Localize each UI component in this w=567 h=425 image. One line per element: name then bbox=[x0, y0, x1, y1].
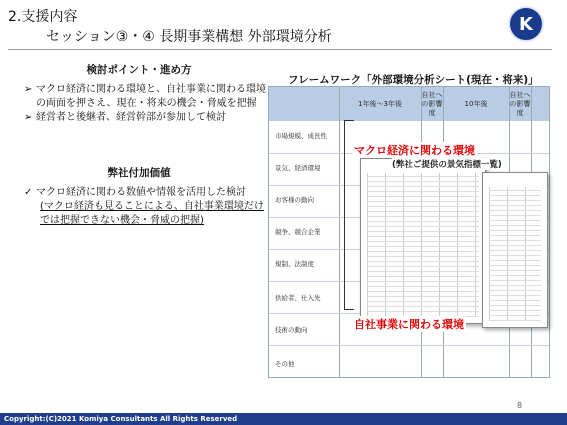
check-bullet-icon: ✓ bbox=[24, 187, 33, 198]
row-label: 景気、経済環境 bbox=[275, 164, 321, 172]
row-label: 競争、競合企業 bbox=[275, 228, 321, 236]
point-item bbox=[24, 111, 270, 125]
column-divider bbox=[339, 87, 340, 377]
row-label: 供給者、仕入先 bbox=[275, 294, 321, 302]
macro-label: マクロ経済に関わる環境 bbox=[354, 144, 475, 157]
own-business-label: 自社事業に関わる環境 bbox=[354, 318, 464, 331]
footer-bar bbox=[0, 413, 567, 425]
slide-title: セッション③・④ 長期事業構想 外部環境分析 bbox=[46, 29, 332, 45]
column-header: 1年後～3年後 bbox=[358, 99, 402, 108]
left-column bbox=[8, 62, 270, 228]
page-number: 8 bbox=[517, 401, 523, 410]
points-heading: 検討ポイント・進め方 bbox=[86, 64, 192, 76]
row-label: 技術の動向 bbox=[275, 326, 308, 334]
column-header: 自社への影響度 bbox=[421, 90, 443, 117]
column-header: 10年後 bbox=[464, 99, 488, 108]
row-label: お客様の動向 bbox=[275, 196, 314, 204]
row-label: 市場規模、成長性 bbox=[275, 132, 327, 140]
title-divider bbox=[8, 49, 552, 50]
section-title: 2.支援内容 bbox=[8, 9, 78, 25]
value-text: マクロ経済に関わる数値や情報を活用した検討 bbox=[36, 187, 246, 198]
column-header: 自社への影響度 bbox=[509, 90, 531, 117]
value-item bbox=[24, 186, 270, 200]
point-text: マクロ経済に関わる環境と、自社事業に関わる環境の両面を押さえ、現在・将来の機会・脅威を把握 bbox=[36, 84, 266, 109]
row-label: その他 bbox=[275, 360, 295, 368]
macro-sublabel: (弊社ご提供の景気指標一覧) bbox=[392, 160, 502, 170]
value-note: (マクロ経済も見ることによる、自社事業環境だけでは把握できない機会・脅威の把握) bbox=[40, 201, 264, 226]
value-heading: 弊社付加価値 bbox=[107, 167, 171, 179]
indicator-sheet-image bbox=[482, 172, 548, 328]
copyright-text: Copyright:(C)2021 Komiya Consultants All Rights Reserved bbox=[4, 415, 238, 423]
arrow-bullet-icon: ➢ bbox=[24, 84, 33, 95]
indicator-sheet-image bbox=[360, 158, 486, 324]
arrow-bullet-icon: ➢ bbox=[24, 112, 33, 123]
row-divider bbox=[269, 345, 549, 346]
company-logo: K bbox=[508, 6, 544, 42]
framework-title: フレームワーク「外部環境分析シート(現在・将来)」 bbox=[288, 74, 539, 86]
point-text: 経営者と後継者、経営幹部が参加して検討 bbox=[36, 112, 226, 123]
row-label: 規制、法制度 bbox=[275, 260, 314, 268]
point-item bbox=[24, 83, 270, 111]
